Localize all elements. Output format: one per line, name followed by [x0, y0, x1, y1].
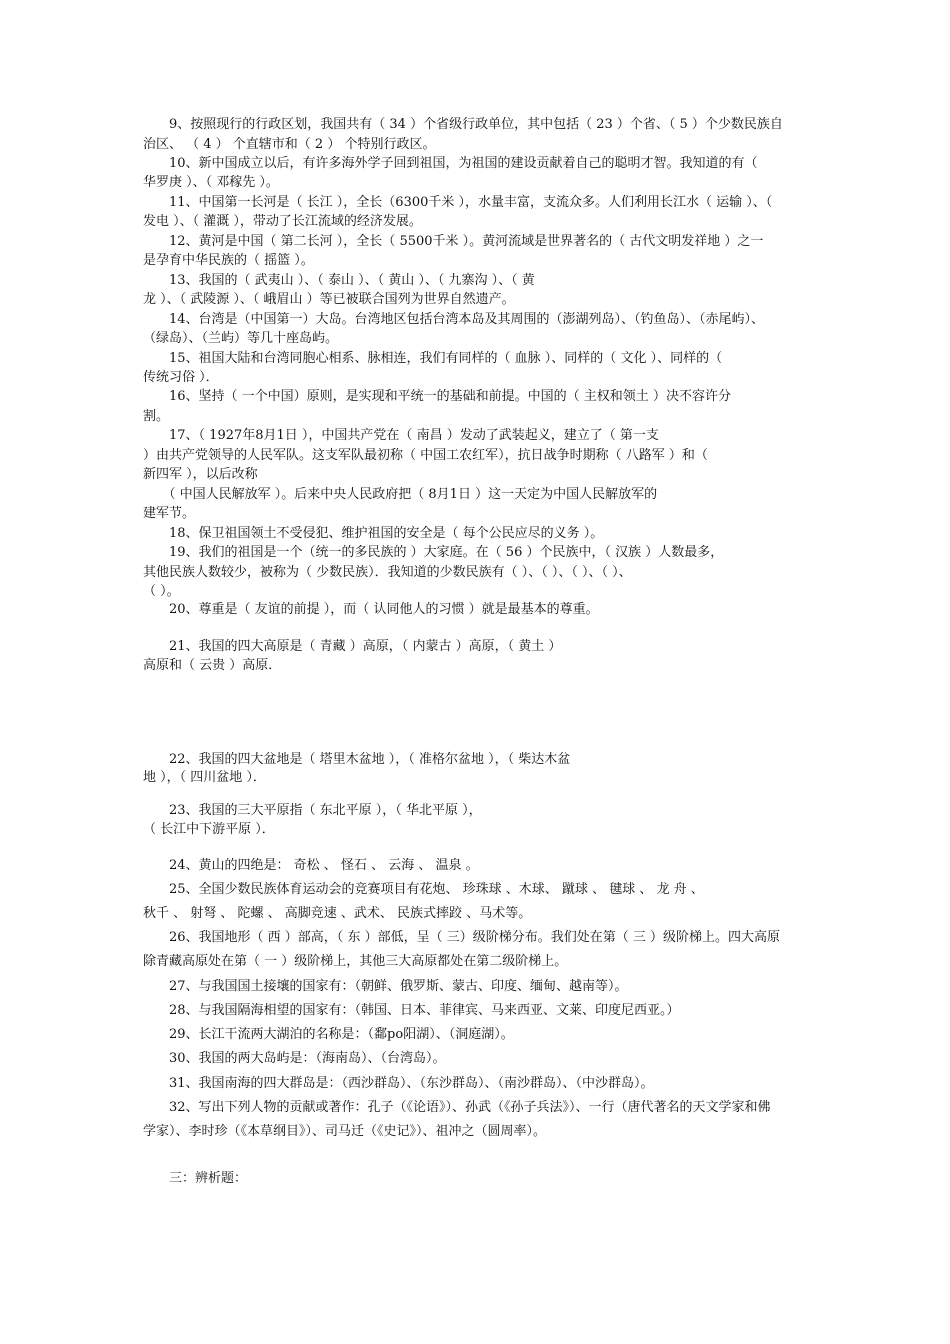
text-line: 地 ），（ 四川盆地 ）．	[143, 770, 266, 785]
text-line: （ ）。	[143, 584, 180, 599]
text-line: 是孕育中华民族的（ 摇篮 ）。	[143, 253, 314, 268]
text-line: 发电 ）、（ 灌溉 ），带动了长江流域的经济发展。	[143, 214, 422, 229]
text-line: 28、与我国隔海相望的国家有：（韩国、日本、菲律宾、马来西亚、文莱、印度尼西亚。）	[143, 1003, 680, 1018]
text-line: 20、尊重是（ 友谊的前提 ），而（ 认同他人的习惯 ）就是最基本的尊重。	[143, 602, 599, 617]
text-line: （ 长江中下游平原 ）．	[143, 822, 275, 837]
text-line: 秋千 、 射弩 、 陀螺 、 高脚竞速 、武术、 民族式摔跤 、马术等。	[143, 906, 532, 921]
text-line: 24、黄山的四绝是： 奇松 、 怪石 、 云海 、 温泉 。	[143, 858, 479, 873]
text-line: （ 中国人民解放军 ）。后来中央人民政府把（ 8月1日 ）这一天定为中国人民解放军的	[143, 487, 658, 502]
text-line: 新四军 ），以后改称	[143, 467, 258, 482]
text-line: 31、我国南海的四大群岛是：（西沙群岛）、（东沙群岛）、（南沙群岛）、（中沙群岛）。	[143, 1076, 654, 1091]
text-line: 除青藏高原处在第（ 一 ）级阶梯上，其他三大高原都处在第二级阶梯上。	[143, 954, 568, 969]
text-line: 30、我国的两大岛屿是：（海南岛）、（台湾岛）。	[143, 1051, 446, 1066]
text-line: 12、黄河是中国（ 第二长河 ），全长（ 5500千米 ）。黄河流域是世界著名的（ 古代文明发祥地 ）之一	[143, 234, 764, 249]
text-line: 19、我们的祖国是一个（统一的多民族的 ）大家庭。在（ 56 ）个民族中，（ 汉族 ）人数最多，	[143, 545, 724, 560]
text-line: （绿岛）、（兰屿）等几十座岛屿。	[143, 331, 339, 346]
text-line: ）由共产党领导的人民军队。这支军队最初称（ 中国工农红军），抗日战争时期称（ 八路军 ）和（	[143, 448, 708, 463]
text-line: 27、与我国国土接壤的国家有：（朝鲜、俄罗斯、蒙古、印度、缅甸、越南等）。	[143, 979, 628, 994]
text-line: 10、新中国成立以后，有许多海外学子回到祖国，为祖国的建设贡献着自己的聪明才智。我知道的有（	[143, 156, 758, 171]
text-line: 17、（ 1927年8月1日 ），中国共产党在（ 南昌 ）发动了武装起义，建立了（ 第一支	[143, 428, 659, 443]
text-line: 三：辨析题：	[143, 1171, 248, 1186]
text-line: 15、祖国大陆和台湾同胞心相系、脉相连，我们有同样的（ 血脉 ）、同样的（ 文化 ）、同样的（	[143, 351, 723, 366]
text-line: 9、按照现行的行政区划，我国共有（ 34 ）个省级行政单位，其中包括（ 23 ）个省、（ 5 ）个少数民族自	[143, 117, 783, 132]
text-line: 25、全国少数民族体育运动会的竞赛项目有花炮、 珍珠球 、木球、 蹴球 、 毽球 、 龙 舟 、	[143, 882, 704, 897]
text-line: 华罗庚 ）、（ 邓稼先 ）。	[143, 175, 279, 190]
text-line: 26、我国地形（ 西 ）部高，（ 东 ）部低，呈（ 三）级阶梯分布。我们处在第（ 三 ）级阶梯上。四大高原	[143, 930, 780, 945]
text-line: 龙 ）、（ 武陵源 ）、（ 峨眉山 ）等已被联合国列为世界自然遗产。	[143, 292, 515, 307]
text-line: 16、坚持（ 一个中国）原则，是实现和平统一的基础和前提。中国的（ 主权和领土 ）决不容许分	[143, 389, 731, 404]
text-line: 23、我国的三大平原指（ 东北平原 ），（ 华北平原 ），	[143, 803, 482, 818]
text-line: 治区、 （ 4 ） 个直辖市和（ 2 ） 个特别行政区。	[143, 137, 436, 152]
text-line: 22、我国的四大盆地是（ 塔里木盆地 ），（ 准格尔盆地 ），（ 柴达木盆	[143, 752, 571, 767]
text-line: 学家）、李时珍（《本草纲目》）、司马迁（《史记》）、祖冲之（圆周率）。	[143, 1124, 547, 1139]
text-line: 割。	[143, 409, 170, 424]
text-line: 传统习俗 ）．	[143, 370, 219, 385]
text-line: 21、我国的四大高原是（ 青藏 ）高原，（ 内蒙古 ）高原，（ 黄土 ）	[143, 639, 562, 654]
text-line: 高原和（ 云贵 ）高原．	[143, 658, 282, 673]
text-line: 32、写出下列人物的贡献或著作：孔子（《论语》）、孙武（《孙子兵法》）、一行（唐代著名的天文学家和佛	[143, 1100, 771, 1115]
text-line: 29、长江干流两大湖泊的名称是：（鄱po阳湖）、（洞庭湖）。	[143, 1027, 514, 1042]
text-line: 13、我国的（ 武夷山 ）、（ 泰山 ）、（ 黄山 ）、（ 九寨沟 ）、（ 黄	[143, 273, 535, 288]
text-line: 建军节。	[143, 506, 196, 521]
text-line: 18、保卫祖国领土不受侵犯、维护祖国的安全是（ 每个公民应尽的义务 ）。	[143, 526, 604, 541]
text-line: 其他民族人数较少，被称为（ 少数民族）．我知道的少数民族有（ ）、（ ）、（ ）、（ ）、	[143, 565, 632, 580]
text-line: 14、台湾是（中国第一）大岛。台湾地区包括台湾本岛及其周围的（澎湖列岛）、（钓鱼岛）、（赤尾屿）、	[143, 312, 765, 327]
text-line: 11、中国第一长河是（ 长江 ），全长（6300千米 ），水量丰富，支流众多。人们利用长江水（ 运输 ）、（	[143, 195, 773, 210]
